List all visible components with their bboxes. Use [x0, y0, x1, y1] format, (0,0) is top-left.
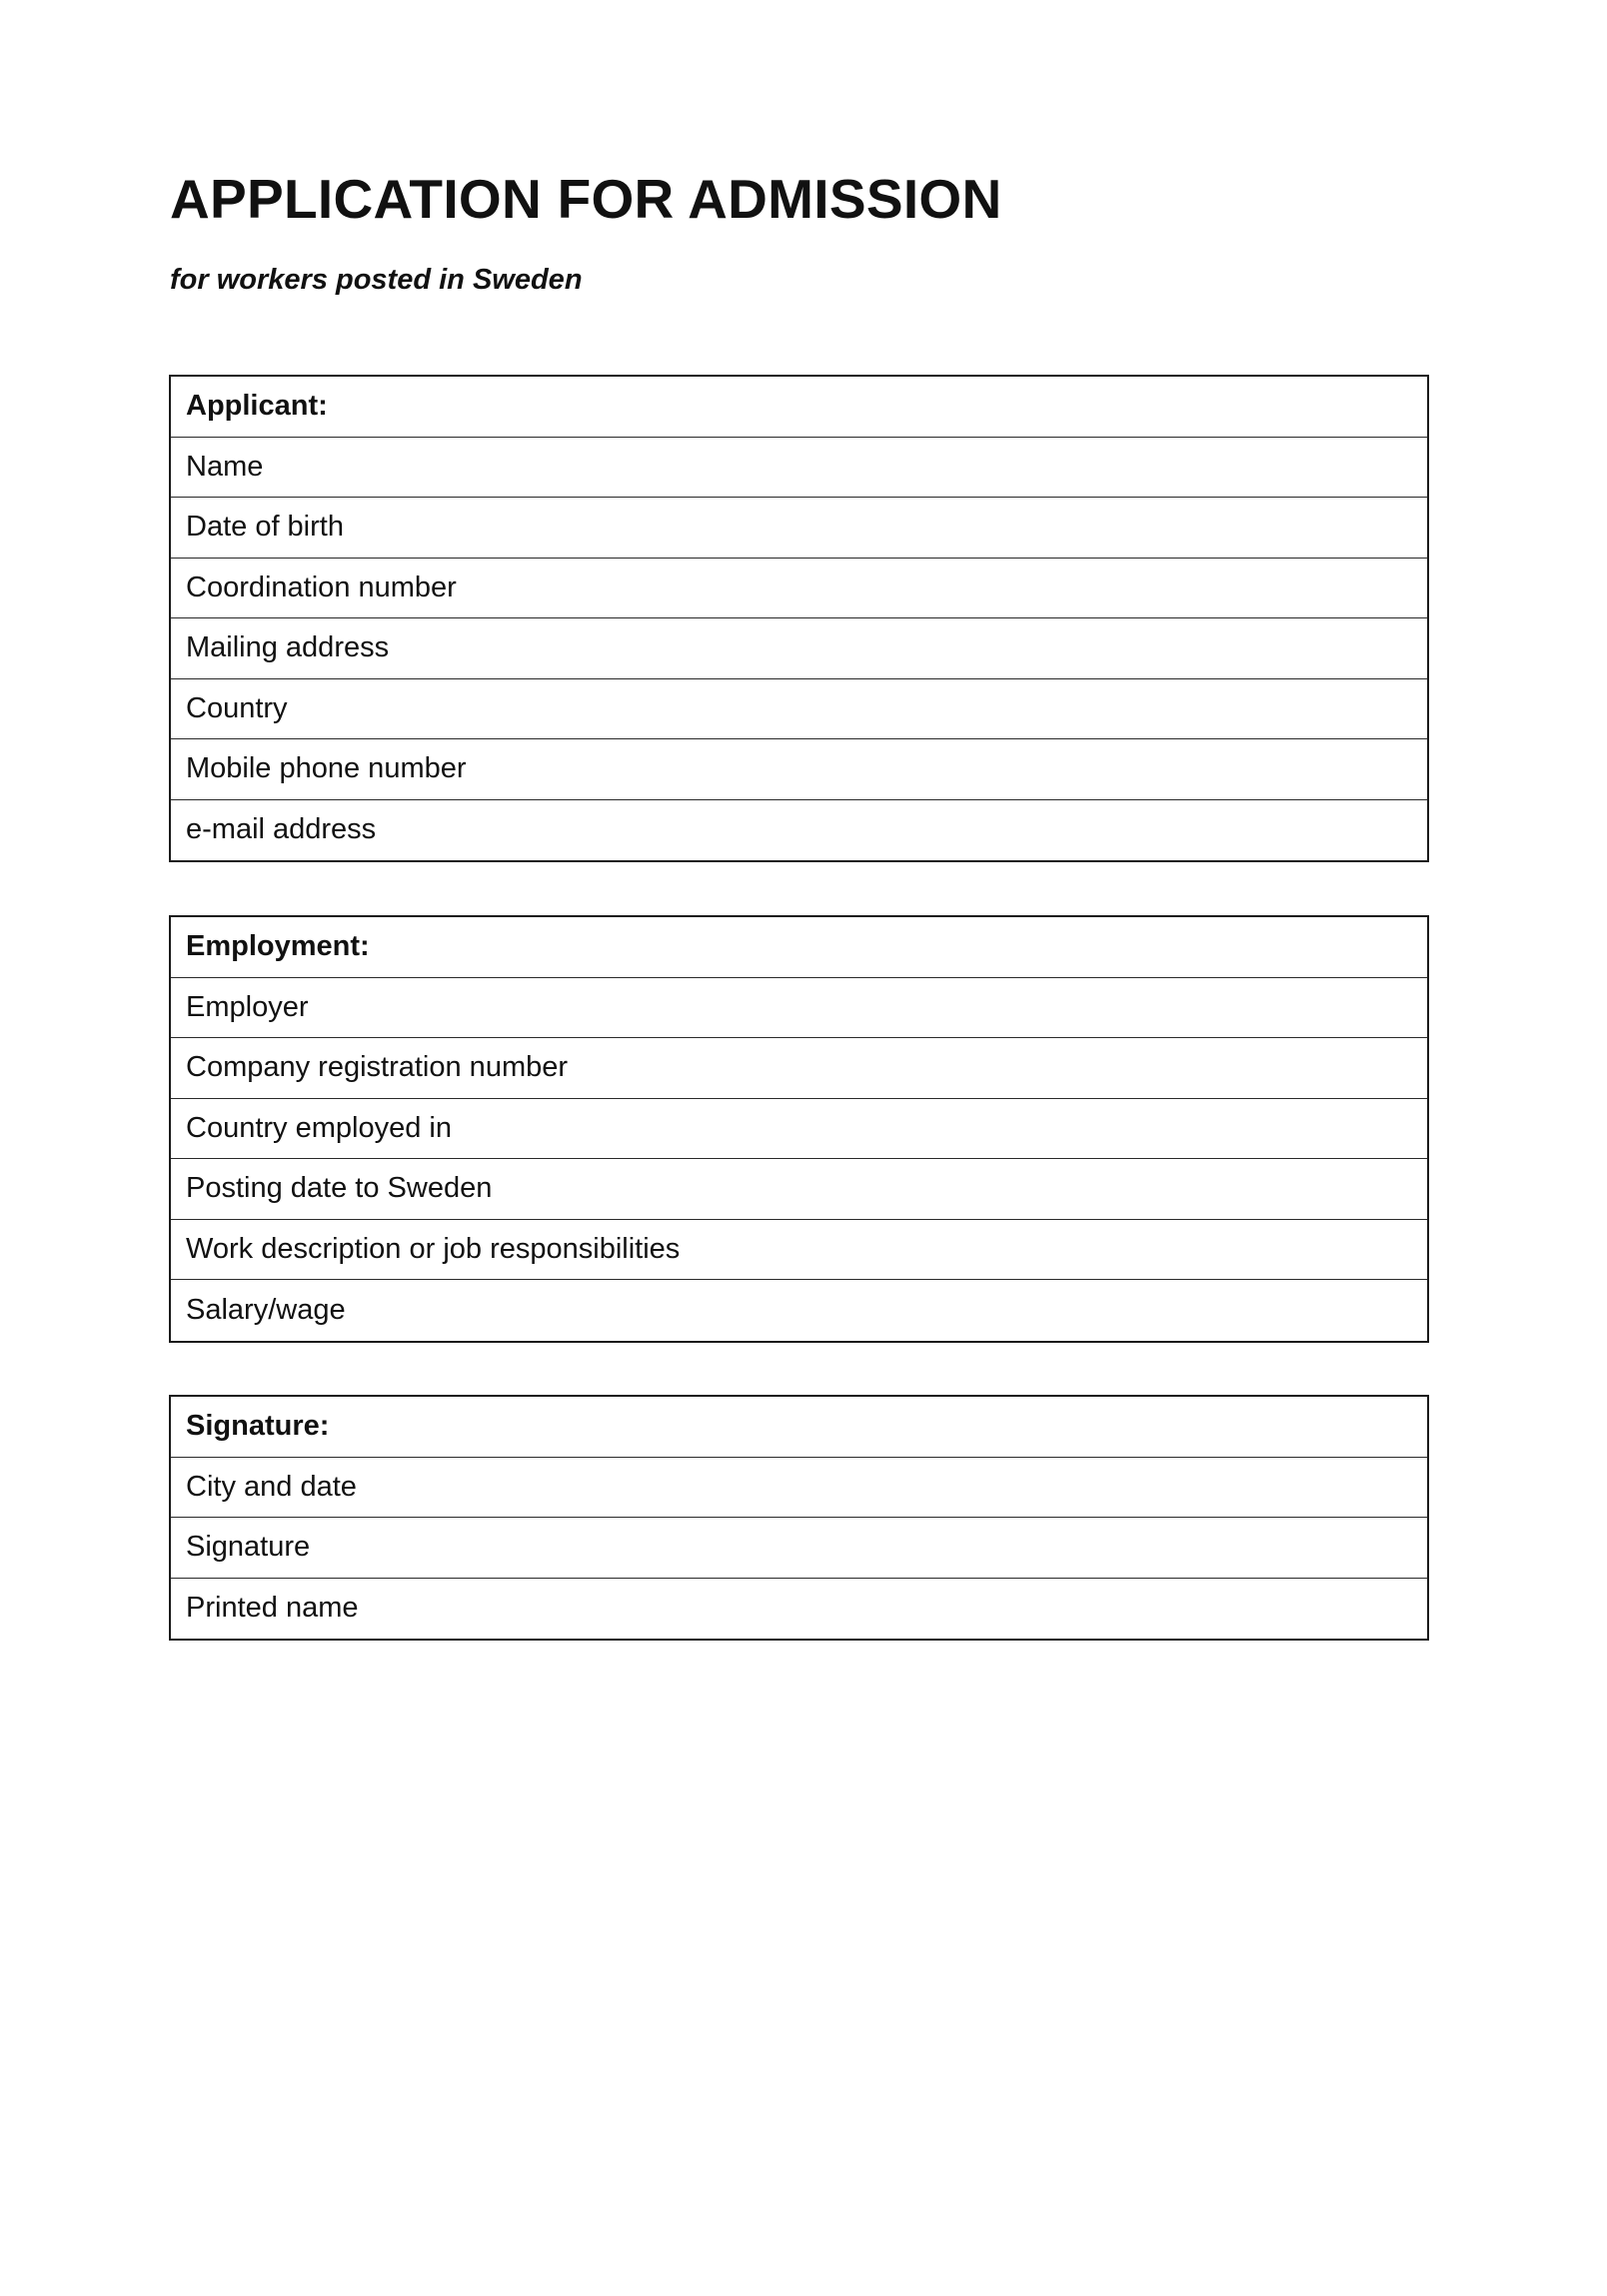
- field-country-employed-in[interactable]: Country employed in: [171, 1099, 1427, 1160]
- page-subtitle: for workers posted in Sweden: [170, 264, 583, 296]
- field-city-and-date[interactable]: City and date: [171, 1458, 1427, 1519]
- field-name[interactable]: Name: [171, 438, 1427, 499]
- field-email-address[interactable]: e-mail address: [186, 813, 377, 846]
- employment-heading: Employment:: [171, 917, 1427, 978]
- signature-section: [169, 1395, 1429, 1641]
- applicant-heading: Applicant:: [171, 377, 1427, 438]
- field-mobile-phone-number[interactable]: Mobile phone number: [171, 739, 1427, 800]
- field-mailing-address[interactable]: Mailing address: [171, 618, 1427, 679]
- field-date-of-birth[interactable]: Date of birth: [171, 498, 1427, 559]
- field-coordination-number[interactable]: Coordination number: [171, 559, 1427, 619]
- field-printed-name[interactable]: Printed name: [186, 1592, 359, 1625]
- field-employer[interactable]: Employer: [171, 978, 1427, 1039]
- field-signature[interactable]: Signature: [171, 1518, 1427, 1579]
- applicant-section: [169, 375, 1429, 862]
- page-title: APPLICATION FOR ADMISSION: [170, 168, 1002, 230]
- field-company-registration-number[interactable]: Company registration number: [171, 1038, 1427, 1099]
- field-posting-date[interactable]: Posting date to Sweden: [171, 1159, 1427, 1220]
- signature-heading: Signature:: [171, 1397, 1427, 1458]
- field-country[interactable]: Country: [171, 679, 1427, 740]
- field-work-description[interactable]: Work description or job responsibilities: [171, 1220, 1427, 1281]
- employment-section: [169, 915, 1429, 1343]
- field-salary-wage[interactable]: Salary/wage: [186, 1293, 346, 1326]
